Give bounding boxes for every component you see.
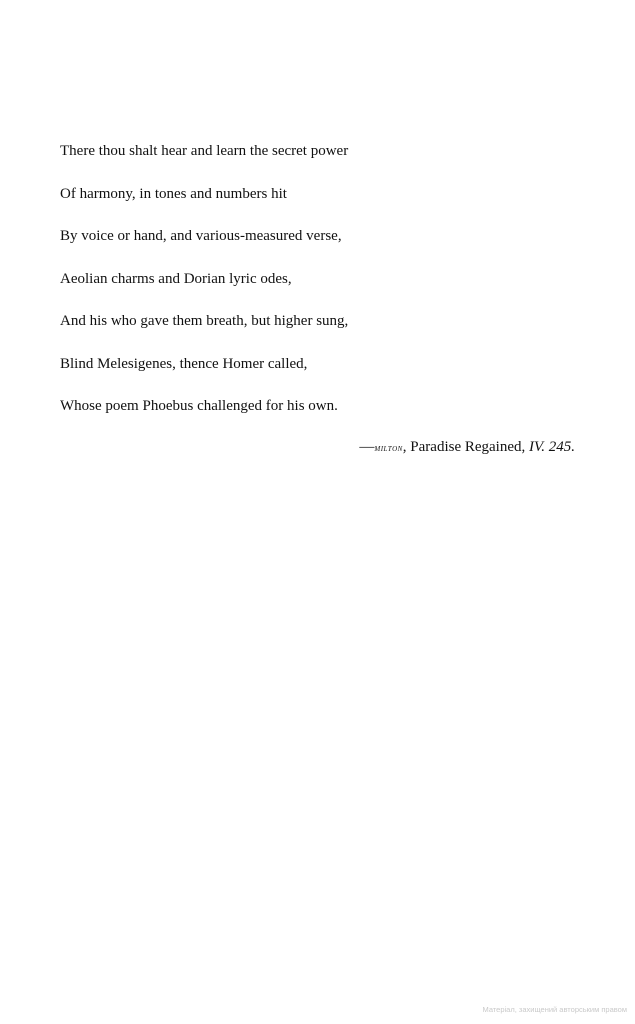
poem-line: And his who gave them breath, but higher sung, (60, 313, 349, 329)
attribution-dash: — (359, 439, 375, 455)
poem-line: Of harmony, in tones and numbers hit (60, 185, 287, 202)
attribution-separator-2: , (521, 439, 530, 455)
poem-verse (60, 141, 580, 439)
poem-line: By voice or hand, and various-measured verse, (60, 228, 342, 244)
attribution-reference: IV. 245. (529, 439, 575, 455)
poem-line: Blind Melesigenes, thence Homer called, (60, 355, 308, 372)
attribution-work: Paradise Regained (410, 439, 522, 455)
attribution-separator: , (402, 439, 411, 455)
poem-line: Whose poem Phoebus challenged for his own. (60, 398, 338, 414)
attribution-author: milton (374, 443, 403, 454)
poem-line: Aeolian charms and Dorian lyric odes, (60, 270, 292, 287)
copyright-watermark: Матеріал, захищений авторським правом (482, 1005, 627, 1014)
poem-attribution (359, 437, 575, 459)
poem-line: There thou shalt hear and learn the secret power (60, 143, 349, 159)
